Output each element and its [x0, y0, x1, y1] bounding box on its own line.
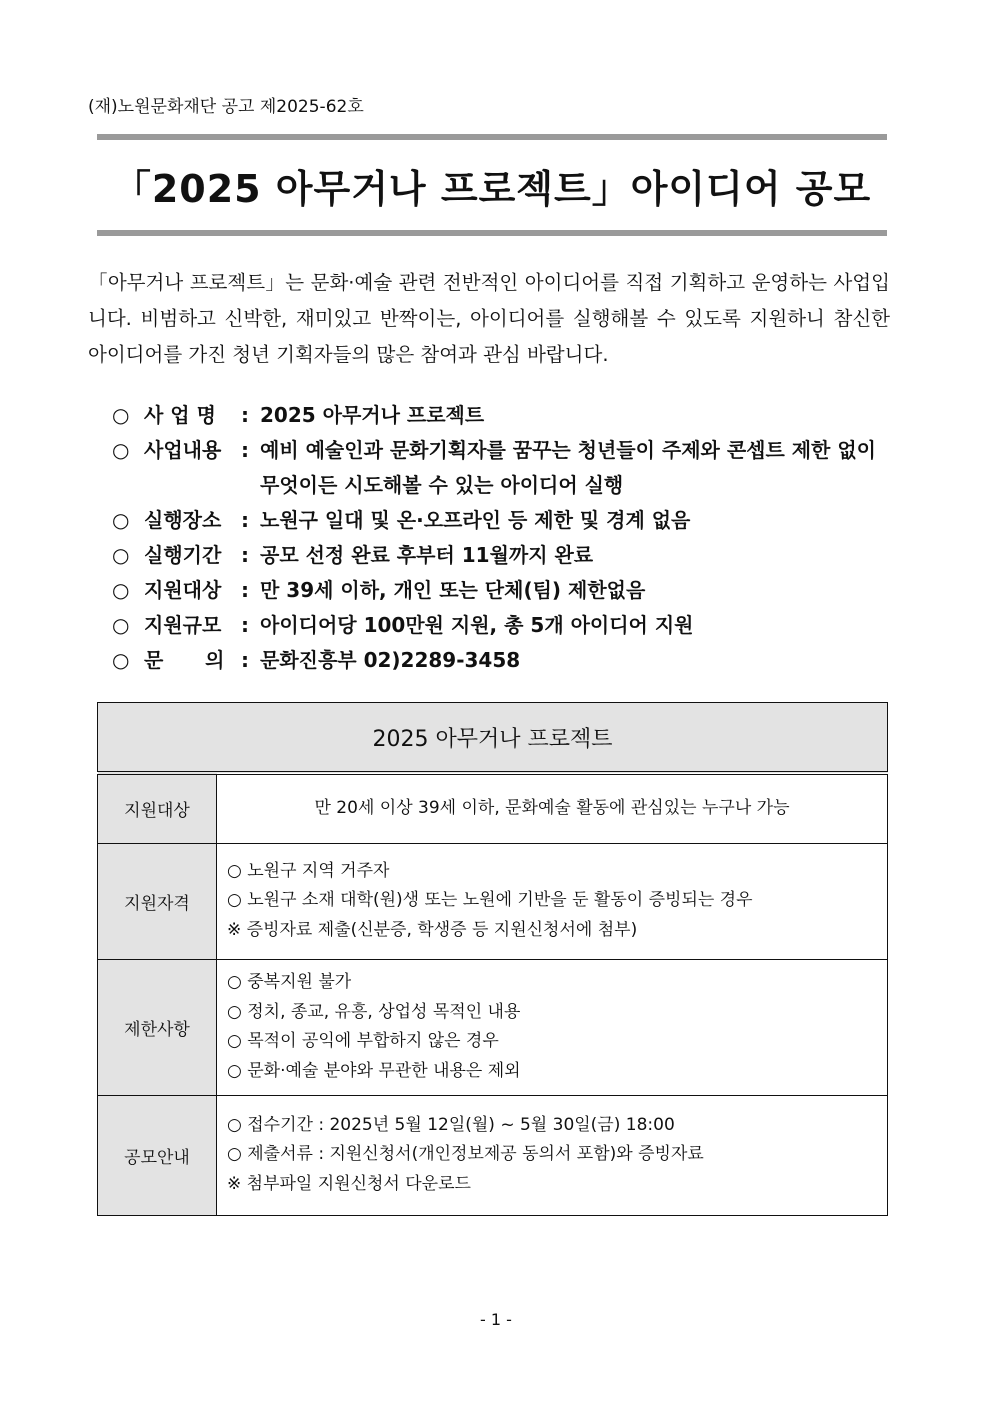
- circle-bullet: ○: [112, 578, 130, 602]
- circle-bullet: ○: [112, 543, 130, 567]
- summary-label: 지원규모: [144, 613, 222, 637]
- row-header: 지원자격: [98, 843, 217, 959]
- title-rule-top: [97, 134, 887, 140]
- row-content: [217, 1095, 888, 1215]
- row-line: ○ 노원구 소재 대학(원)생 또는 노원에 기반을 둔 활동이 증빙되는 경우: [227, 890, 753, 911]
- row-content: [217, 843, 888, 959]
- summary-label: 지원대상: [144, 578, 222, 602]
- summary-colon: :: [241, 578, 249, 602]
- circle-bullet: ○: [112, 613, 130, 637]
- circle-bullet: ○: [112, 648, 130, 672]
- row-line: ※ 첨부파일 지원신청서 다운로드: [227, 1173, 471, 1194]
- summary-colon: :: [241, 508, 249, 532]
- table-title: 2025 아무거나 프로젝트: [98, 703, 888, 774]
- summary-list: [112, 398, 892, 678]
- summary-value: 노원구 일대 및 온·오프라인 등 제한 및 경계 없음: [260, 508, 691, 532]
- page-number: - 1 -: [480, 1310, 512, 1329]
- summary-label: 실행장소: [144, 508, 222, 532]
- row-content: [217, 959, 888, 1095]
- summary-label: 실행기간: [144, 543, 222, 567]
- summary-colon: :: [241, 648, 249, 672]
- table-row: [98, 1095, 888, 1215]
- summary-value: 예비 예술인과 문화기획자를 꿈꾸는 청년들이 주제와 콘셉트 제한 없이 무엇이든 시도해볼 수 있는 아이디어 실행: [260, 438, 876, 497]
- row-line: ○ 제출서류 : 지원신청서(개인정보제공 동의서 포함)와 증빙자료: [227, 1144, 704, 1165]
- summary-item: [112, 433, 892, 503]
- title-rule-bottom: [97, 230, 887, 236]
- info-table: [97, 702, 888, 1216]
- row-line: ○ 노원구 지역 거주자: [227, 860, 390, 881]
- summary-label: 사업내용: [144, 438, 222, 462]
- row-content: [217, 773, 888, 843]
- summary-value: 공모 선정 완료 후부터 11월까지 완료: [260, 543, 594, 567]
- circle-bullet: ○: [112, 508, 130, 532]
- intro-paragraph: 「아무거나 프로젝트」는 문화·예술 관련 전반적인 아이디어를 직접 기획하고 운영하는 사업입니다. 비범하고 신박한, 재미있고 반짝이는, 아이디어를 실행해볼 수 있도록 지원하니 참신한 아이디어를 가진 청년 기획자들의 많은 참여과 관심 바랍니다.: [88, 271, 890, 366]
- row-line: ○ 정치, 종교, 유흥, 상업성 목적인 내용: [227, 1001, 521, 1022]
- summary-value: 문화진흥부 02)2289-3458: [260, 648, 521, 672]
- row-line: ○ 접수기간 : 2025년 5월 12일(월) ~ 5월 30일(금) 18:00: [227, 1114, 675, 1135]
- row-line: ※ 증빙자료 제출(신분증, 학생증 등 지원신청서에 첨부): [227, 919, 638, 940]
- summary-item: [112, 503, 892, 538]
- circle-bullet: ○: [112, 438, 130, 462]
- summary-item: [112, 643, 892, 678]
- summary-colon: :: [241, 403, 249, 427]
- summary-label: 문 의: [144, 648, 225, 672]
- summary-item: [112, 608, 892, 643]
- page-title: 「2025 아무거나 프로젝트」아이디어 공모: [112, 167, 872, 211]
- row-header: 공모안내: [98, 1095, 217, 1215]
- table-row: [98, 773, 888, 843]
- summary-value: 아이디어당 100만원 지원, 총 5개 아이디어 지원: [260, 613, 694, 637]
- row-line: ○ 목적이 공익에 부합하지 않은 경우: [227, 1031, 499, 1051]
- summary-value: 만 39세 이하, 개인 또는 단체(팀) 제한없음: [260, 578, 646, 602]
- summary-item: [112, 398, 892, 433]
- summary-label: 사 업 명: [144, 403, 216, 427]
- summary-colon: :: [241, 438, 249, 462]
- summary-colon: :: [241, 613, 249, 637]
- table-row: [98, 843, 888, 959]
- table-row: [98, 959, 888, 1095]
- row-header: 지원대상: [98, 773, 217, 843]
- row-line: ○ 중복지원 불가: [227, 972, 352, 992]
- summary-item: [112, 573, 892, 608]
- summary-colon: :: [241, 543, 249, 567]
- row-line: ○ 문화·예술 분야와 무관한 내용은 제외: [227, 1060, 521, 1081]
- circle-bullet: ○: [112, 403, 130, 427]
- row-header: 제한사항: [98, 959, 217, 1095]
- notice-number: (재)노원문화재단 공고 제2025-62호: [88, 97, 364, 117]
- summary-value: 2025 아무거나 프로젝트: [260, 403, 485, 427]
- row-line: 만 20세 이상 39세 이하, 문화예술 활동에 관심있는 누구나 가능: [314, 798, 790, 818]
- summary-item: [112, 538, 892, 573]
